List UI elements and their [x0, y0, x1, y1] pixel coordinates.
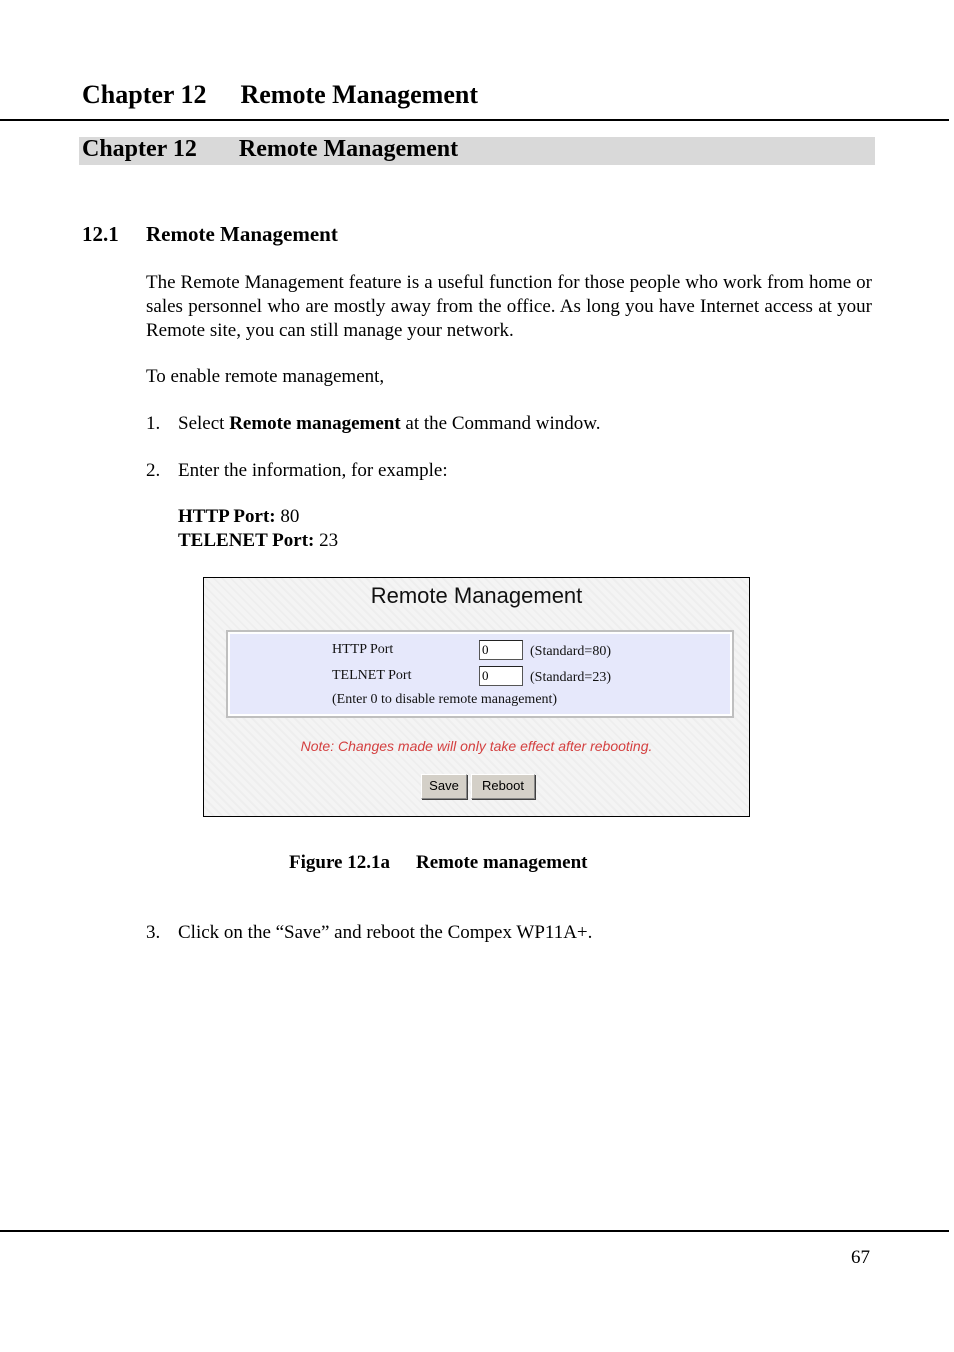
- page-number: 67: [851, 1247, 870, 1268]
- reboot-button[interactable]: Reboot: [471, 774, 535, 799]
- section-number: 12.1: [82, 222, 119, 246]
- http-port-input[interactable]: 0: [479, 640, 523, 660]
- step-3-number: 3.: [146, 922, 161, 943]
- footer-divider: [0, 1230, 949, 1232]
- disable-hint: (Enter 0 to disable remote management): [332, 692, 558, 707]
- step-1-bold: Remote management: [229, 413, 401, 434]
- intro-paragraph: The Remote Management feature is a useful function for those people who work from home or sales personnel who are mostly away from the office. As long you have Internet access at your Remote site, you can still manage your network.: [146, 272, 872, 341]
- step-1-post: at the Command window.: [400, 413, 601, 434]
- screenshot-title: Remote Management: [370, 583, 583, 608]
- figure-caption: [289, 852, 587, 874]
- step-2: [146, 459, 448, 483]
- screenshot-settings-panel: [226, 630, 734, 718]
- header-chapter: Chapter 12: [82, 80, 207, 109]
- http-port-label: HTTP Port: [332, 642, 394, 657]
- telnet-port-input[interactable]: 0: [479, 666, 523, 686]
- step-1: [146, 412, 601, 436]
- section-heading: [82, 222, 338, 247]
- step-3-text: Click on the “Save” and reboot the Compex WP11A+.: [178, 922, 593, 943]
- step-1-number: 1.: [146, 413, 161, 434]
- step-2-number: 2.: [146, 460, 161, 481]
- step-2-text: Enter the information, for example:: [178, 460, 448, 481]
- step-3: [146, 921, 592, 945]
- remote-management-screenshot: [203, 577, 750, 817]
- enable-intro: To enable remote management,: [146, 366, 385, 387]
- example-http-port: [178, 505, 299, 529]
- chapter-banner-number: Chapter 12: [82, 136, 197, 162]
- header-divider: [0, 119, 949, 121]
- example-telnet-label: TELENET Port:: [178, 530, 315, 551]
- chapter-banner-title: Remote Management: [238, 136, 459, 162]
- figure-number: Figure 12.1a: [289, 852, 390, 873]
- example-telnet-port: [178, 529, 338, 553]
- page-header-title: [82, 80, 478, 110]
- chapter-banner-text: [82, 136, 458, 163]
- example-http-label: HTTP Port:: [178, 506, 276, 527]
- reboot-note: Note: Changes made will only take effect after rebooting.: [300, 738, 653, 754]
- section-title: Remote Management: [146, 222, 338, 246]
- http-standard-hint: (Standard=80): [530, 644, 611, 659]
- save-button[interactable]: Save: [421, 774, 467, 799]
- figure-title: Remote management: [415, 852, 588, 873]
- telnet-port-label: TELNET Port: [332, 668, 412, 683]
- example-http-value: 80: [275, 506, 300, 527]
- header-title-text: Remote Management: [240, 80, 478, 109]
- step-1-pre: Select: [178, 413, 230, 434]
- example-telnet-value: 23: [314, 530, 339, 551]
- telnet-standard-hint: (Standard=23): [530, 670, 611, 685]
